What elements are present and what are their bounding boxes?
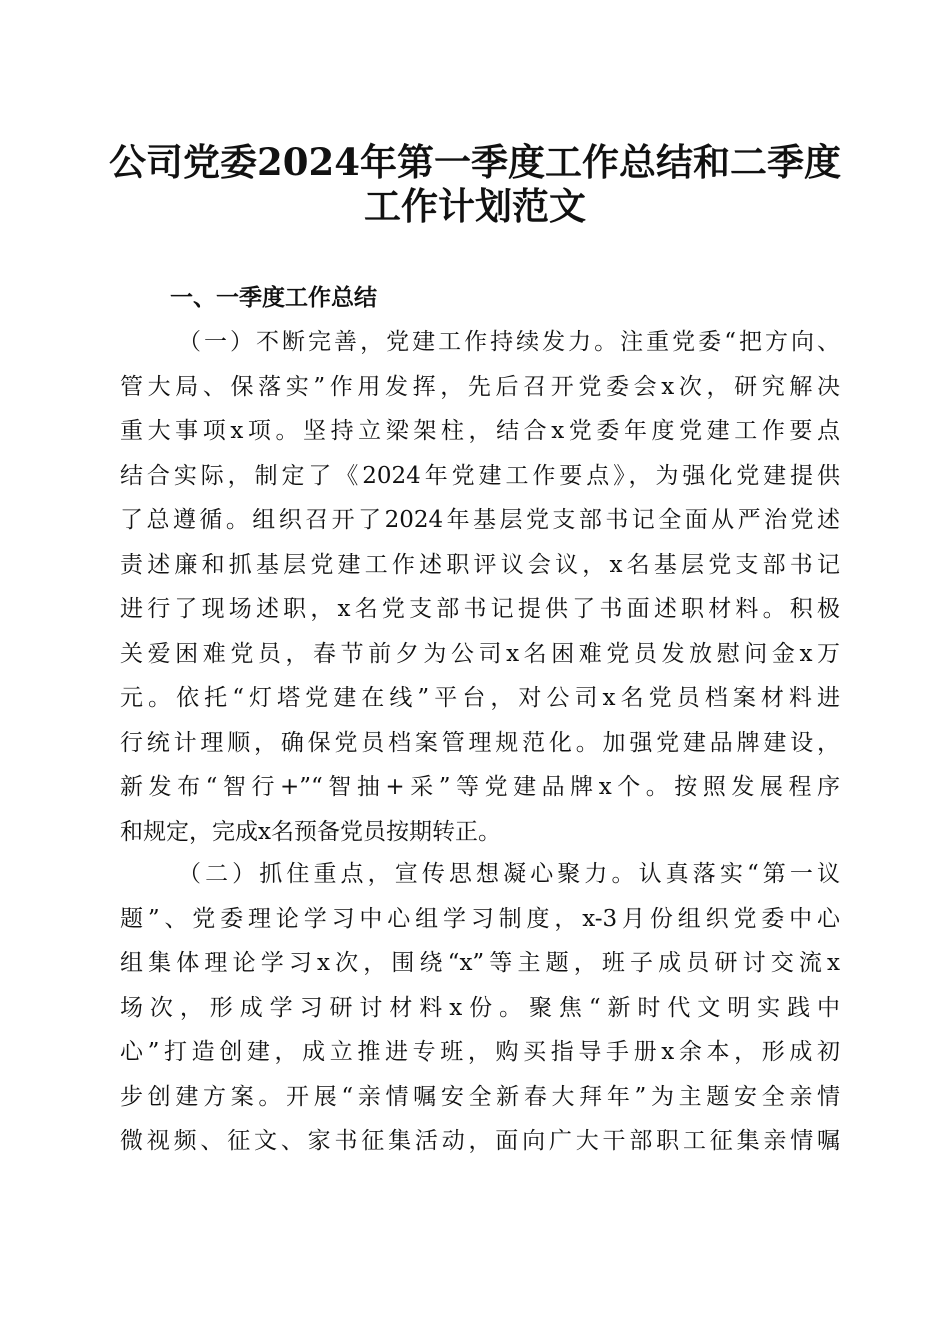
- section-heading: 一、一季度工作总结: [170, 285, 377, 311]
- paragraph-line: 了总遵循。组织召开了2024年基层党支部书记全面从严治党述: [120, 507, 840, 533]
- paragraph-line: 心”打造创建，成立推进专班，购买指导手册x余本，形成初: [120, 1039, 840, 1065]
- paragraph-line: 关爱困难党员，春节前夕为公司x名困难党员发放慰问金x万: [120, 640, 840, 667]
- paragraph-line: 责述廉和抓基层党建工作述职评议会议，x名基层党支部书记: [120, 551, 840, 578]
- paragraph-line: 题”、党委理论学习中心组学习制度，x-3月份组织党委中心: [120, 905, 840, 932]
- paragraph-line: 重大事项x项。坚持立梁架柱，结合x党委年度党建工作要点: [120, 418, 840, 444]
- paragraph-line: 组集体理论学习x次，围绕“x”等主题，班子成员研讨交流x: [120, 950, 840, 976]
- paragraph-line: 元。依托“灯塔党建在线”平台，对公司x名党员档案材料进: [120, 685, 840, 711]
- paragraph-line: （一）不断完善，党建工作持续发力。注重党委“把方向、: [178, 329, 840, 355]
- document-title-line-2: 工作计划范文: [364, 184, 586, 228]
- paragraph-line: 场次，形成学习研讨材料x份。聚焦“新时代文明实践中: [120, 994, 840, 1021]
- paragraph-line: 步创建方案。开展“亲情嘱安全新春大拜年”为主题安全亲情: [120, 1083, 840, 1110]
- paragraph-publicity: [120, 852, 840, 1164]
- paragraph-line: 行统计理顺，确保党员档案管理规范化。加强党建品牌建设，: [120, 729, 840, 756]
- paragraph-line: 新发布“智行+”“智抽+采”等党建品牌x个。按照发展程序: [120, 774, 840, 800]
- paragraph-line: 进行了现场述职，x名党支部书记提供了书面述职材料。积极: [120, 596, 840, 622]
- paragraph-line: 管大局、保落实”作用发挥，先后召开党委会x次，研究解决: [120, 373, 840, 400]
- paragraph-line: 结合实际，制定了《2024年党建工作要点》，为强化党建提供: [120, 462, 840, 489]
- document-title-line-1: 公司党委2024年第一季度工作总结和二季度: [109, 140, 841, 184]
- paragraph-line: 和规定，完成x名预备党员按期转正。: [120, 818, 501, 845]
- paragraph-line: （二）抓住重点，宣传思想凝心聚力。认真落实“第一议: [178, 861, 840, 887]
- paragraph-party-building: [120, 320, 840, 854]
- paragraph-line: 微视频、征文、家书征集活动，面向广大干部职工征集亲情嘱: [120, 1128, 840, 1154]
